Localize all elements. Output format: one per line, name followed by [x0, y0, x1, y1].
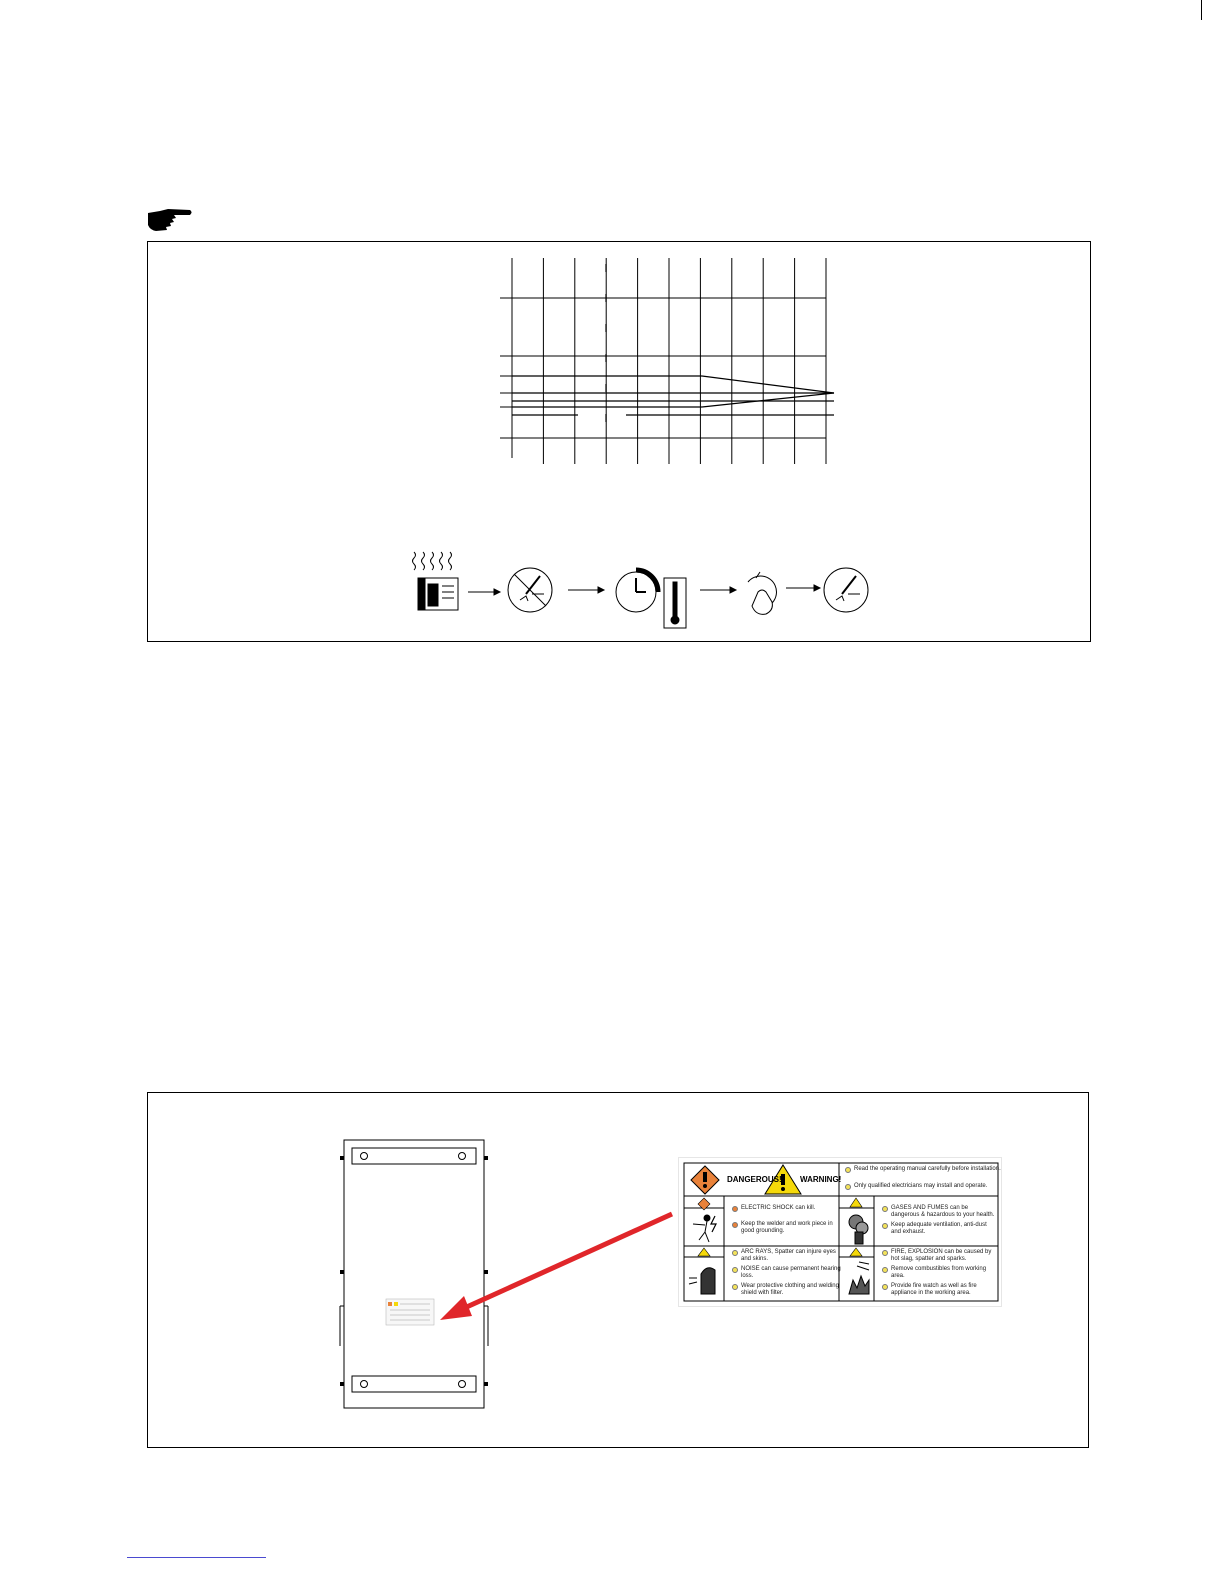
electric-line-3: good grounding. — [741, 1228, 785, 1234]
arrow-2 — [568, 587, 604, 593]
overheated-machine-icon — [413, 552, 459, 610]
arc-line-1: ARC RAYS, Spatter can injure eyes — [741, 1249, 836, 1255]
no-welding-icon — [508, 568, 552, 612]
top-note-2: Only qualified electricians may install and operate. — [854, 1183, 988, 1189]
electric-line-2: Keep the welder and work piece in — [741, 1221, 833, 1227]
bullet — [882, 1267, 888, 1273]
fumes-icon — [849, 1215, 868, 1244]
arc-line-3: NOISE can cause permanent hearing — [741, 1266, 841, 1272]
welding-icon — [824, 568, 868, 612]
chart-grid — [500, 258, 826, 464]
label-location-arrow — [430, 1208, 680, 1328]
fire-line-6: appliance in the working area. — [891, 1290, 971, 1296]
series-line — [702, 376, 834, 393]
arc-line-4: loss. — [741, 1273, 754, 1279]
fire-line-2: hot slag, spatter and sparks. — [891, 1256, 967, 1262]
fire-line-3: Remove combustibles from working — [891, 1266, 987, 1272]
chart-curves — [512, 376, 834, 415]
gases-line-2: dangerous & hazardous to your health. — [891, 1212, 995, 1218]
danger-title: DANGEROUS! — [727, 1175, 782, 1184]
fire-explosion-icon — [849, 1262, 869, 1294]
bullet — [732, 1267, 738, 1273]
arc-rays-icon — [689, 1268, 715, 1294]
arc-line-2: and skins. — [741, 1256, 769, 1262]
fire-warning-icon — [850, 1248, 862, 1256]
arc-warning-icon — [698, 1248, 710, 1256]
clock-thermometer-icon — [616, 570, 686, 628]
bullet — [732, 1250, 738, 1256]
series-line — [702, 393, 834, 407]
pointing-hand-icon — [146, 207, 194, 233]
cooling-sequence — [408, 548, 878, 630]
arc-line-6: shield with filter. — [741, 1290, 784, 1296]
knob-adjust-icon — [748, 572, 776, 614]
bullet — [882, 1223, 888, 1229]
warning-title: WARNING! — [800, 1175, 842, 1184]
gases-line-1: GASES AND FUMES can be — [891, 1205, 969, 1211]
warning-label-enlarged — [678, 1157, 1002, 1307]
fire-line-1: FIRE, EXPLOSION can be caused by — [891, 1249, 992, 1255]
bullet — [882, 1250, 888, 1256]
machine-small-label — [386, 1299, 434, 1325]
electric-line-1: ELECTRIC SHOCK can kill. — [741, 1205, 816, 1211]
bullet — [882, 1206, 888, 1212]
bullet — [732, 1284, 738, 1290]
electric-shock-icon — [693, 1215, 716, 1242]
arc-line-5: Wear protective clothing and welding — [741, 1283, 839, 1289]
arrow-3 — [700, 587, 736, 593]
top-note-1: Read the operating manual carefully before installation. — [854, 1166, 1001, 1172]
bullet — [845, 1184, 851, 1190]
arrow-4 — [786, 585, 820, 591]
bullet — [845, 1167, 851, 1173]
danger-diamond-icon — [691, 1166, 719, 1194]
fire-line-4: area. — [891, 1273, 905, 1279]
footnote-rule — [127, 1557, 266, 1558]
gases-line-3: Keep adequate ventilation, anti-dust — [891, 1222, 987, 1228]
bullet — [882, 1284, 888, 1290]
fire-line-5: Provide fire watch as well as fire — [891, 1283, 977, 1289]
gas-warning-icon — [850, 1198, 862, 1207]
page-top-rule — [1201, 0, 1202, 20]
bullet — [732, 1206, 738, 1212]
duty-cycle-chart — [496, 252, 836, 464]
arrow-1 — [468, 589, 500, 595]
bullet — [732, 1222, 738, 1228]
gases-line-4: and exhaust. — [891, 1229, 926, 1235]
